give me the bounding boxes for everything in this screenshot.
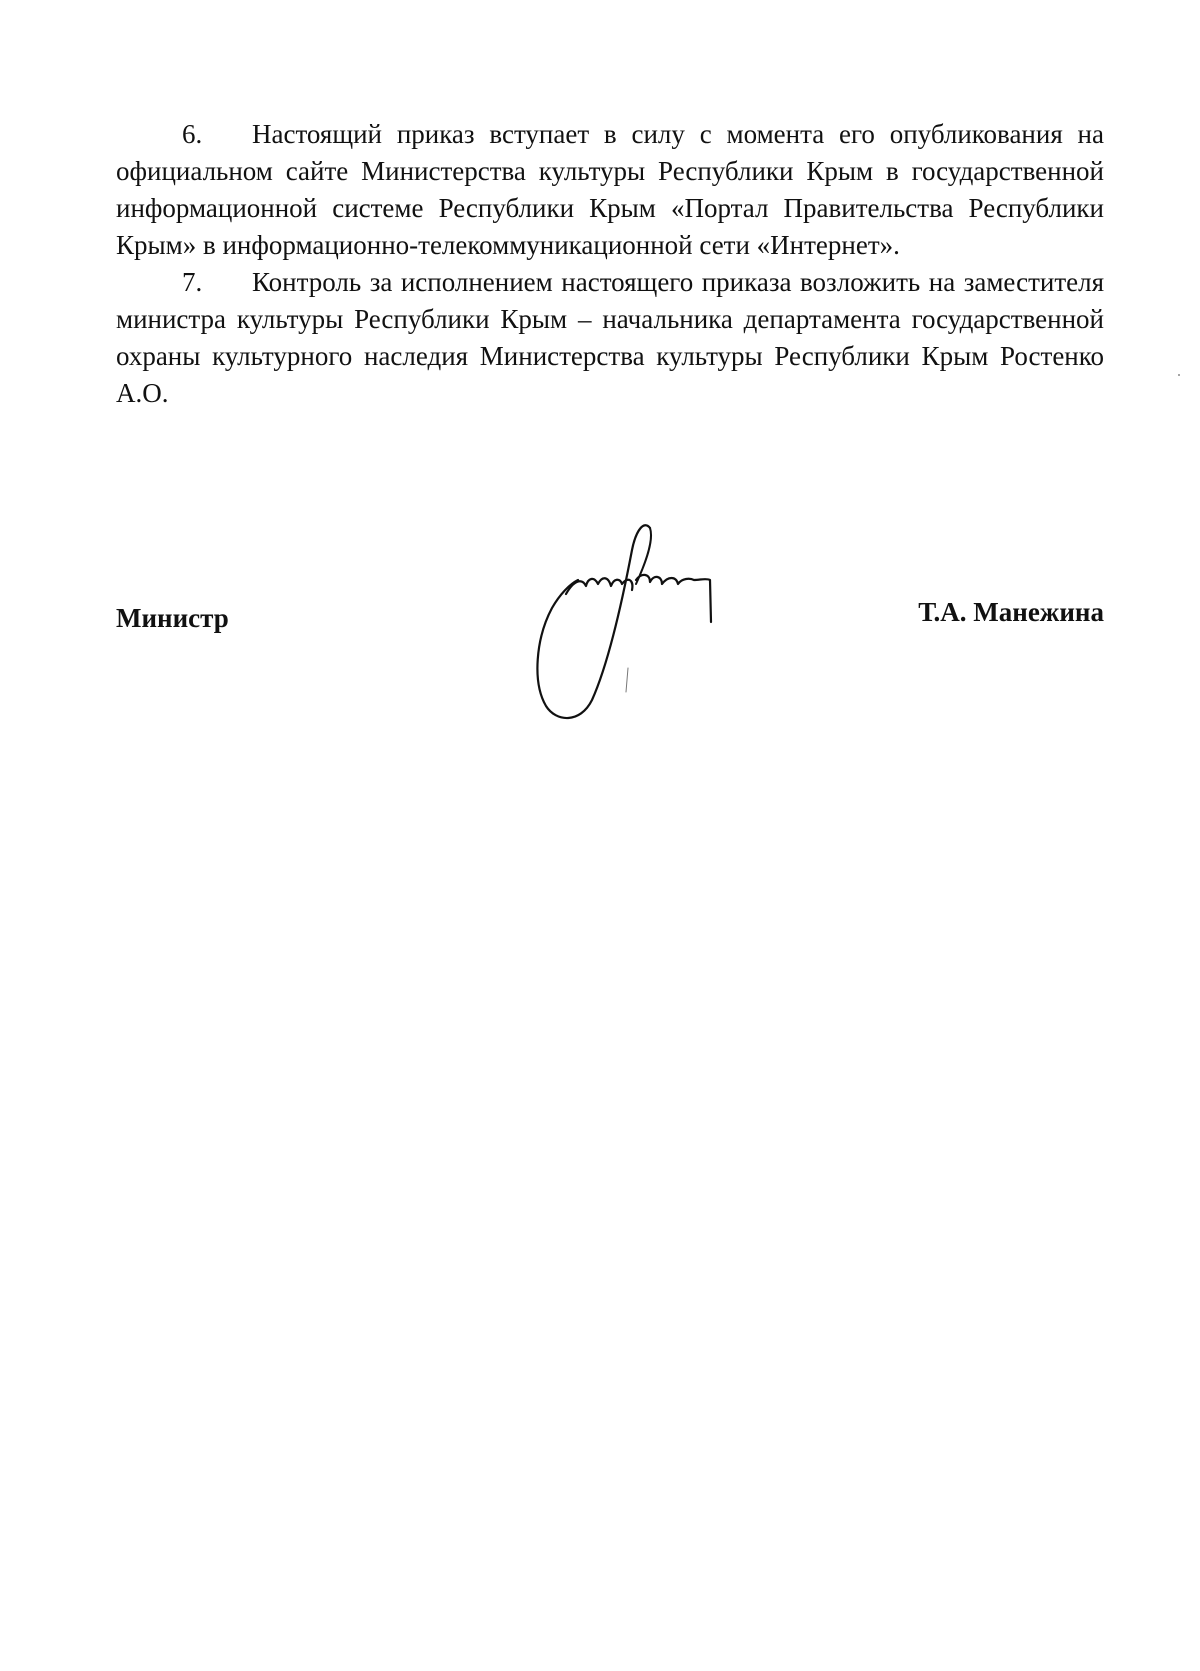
- paragraph-text: Контроль за исполнением настоящего приказа возложить на заместителя министра культуры Республики Крым – начальника департамента государственной охраны культурного наследия Министерства культуры Республики Крым Ростенко А.О.: [116, 267, 1104, 408]
- signatory-name: Т.А. Манежина: [918, 597, 1104, 627]
- signature-block: [116, 520, 1104, 740]
- paragraph-number: 6.: [182, 119, 203, 149]
- paragraph-number: 7.: [182, 267, 203, 297]
- document-body: [116, 116, 1104, 412]
- scan-speck: [1178, 374, 1180, 376]
- paragraph-7: [116, 264, 1104, 412]
- handwritten-signature: [532, 520, 732, 730]
- paragraph-text: Настоящий приказ вступает в силу с момента его опубликования на официальном сайте Министерства культуры Республики Крым в государственной информационной системе Республики Крым «Портал Правительства Республики Крым» в информационно-телекоммуникационной сети «Интернет».: [116, 119, 1104, 260]
- signatory-title: Министр: [116, 603, 229, 633]
- paragraph-6: [116, 116, 1104, 264]
